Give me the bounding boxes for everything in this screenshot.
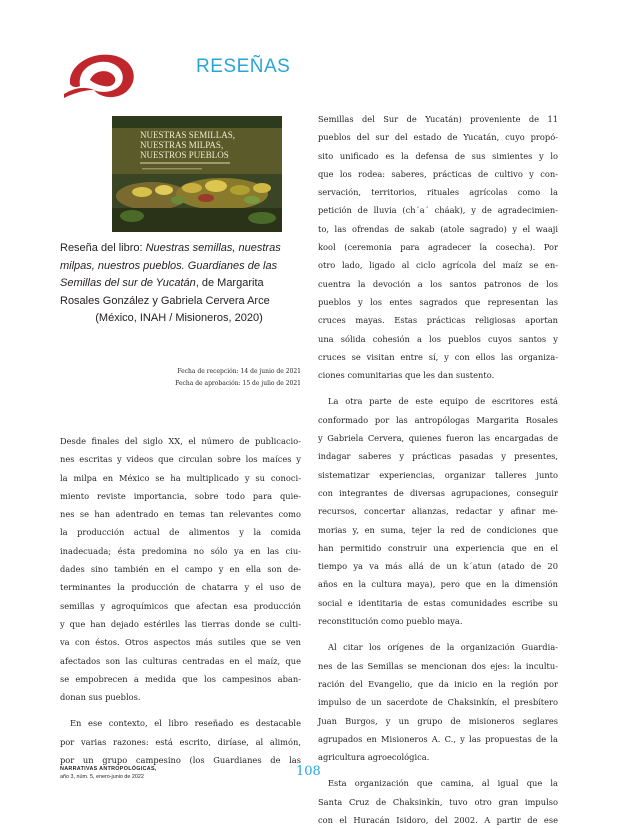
text-line: agrupados en Misioneros A. C., y las propuestas de la: [318, 733, 558, 744]
text-line: nes de las Semillas se mencionan dos ejes: la incultu-: [318, 660, 558, 671]
text-line: años en la cultura maya), pero que en la dimensión: [318, 579, 558, 590]
journal-footer: [60, 766, 157, 781]
right-text-column: [318, 110, 558, 829]
text-line: cruces se visitan entre sí, y con ellos las organiza-: [318, 351, 558, 362]
text-line: reconstitución como pueblo maya.: [318, 616, 463, 627]
journal-issue: año 3, núm. 5, enero-junio de 2022: [60, 773, 144, 780]
text-line: terminantes la producción de chatarra y el uso de: [60, 582, 301, 593]
caption-title-part: milpas, nuestros pueblos. Guardianes de las: [60, 259, 278, 272]
paragraph-gap: [318, 630, 558, 638]
text-line: recursos, concertar alianzas, redactar y afinar me-: [318, 506, 558, 517]
book-cover-photo: [112, 116, 282, 232]
cover-title-2: NUESTRAS MILPAS,: [140, 140, 224, 150]
text-line: miento reviste importancia, sobre todo para quie-: [60, 490, 301, 501]
text-line: la producción actual de alimentos y la comida: [60, 527, 301, 538]
caption-authors: Rosales González y Gabriela Cervera Arce: [60, 294, 270, 307]
text-line: ciones comunitarias que les dan sustento.: [318, 370, 495, 381]
text-line: indagar saberes y prácticas pasadas y presentes,: [318, 451, 558, 462]
text-line: sito unificado es la defensa de sus simientes y lo: [318, 150, 558, 161]
text-line: va con éstos. Otros aspectos más sutiles que se ven: [60, 637, 301, 648]
text-line: to, las ofrendas de sakab (atole sagrado) y el waaji: [318, 223, 558, 234]
left-text-column: [60, 432, 301, 769]
text-line: pueblos y los entes sagrados que representan las: [318, 296, 558, 307]
text-line: han permitido construir una experiencia que en el: [318, 542, 558, 553]
section-title: RESEÑAS: [196, 56, 291, 77]
text-line: la milpa en México se ha multiplicado y su conoci-: [60, 472, 301, 483]
caption-title-part: Nuestras semillas, nuestras: [145, 242, 281, 254]
text-line: La otra parte de este equipo de escritores está: [328, 396, 558, 407]
text-line: nes escritas y videos que circulan sobre los maíces y: [60, 454, 301, 465]
text-line: donan sus pueblos.: [60, 692, 141, 703]
text-line: social e identitaria de estas comunidades escribe su: [318, 597, 558, 608]
text-line: cuentra la devoción a los santos patronos de los: [318, 278, 558, 289]
text-line: Semillas del Sur de Yucatán) proveniente de 11: [318, 114, 558, 124]
text-line: con integrantes de diversas agrupaciones, conseguir: [318, 487, 558, 498]
caption-title-part: Semillas del sur de Yucatán: [60, 277, 196, 289]
text-line: por un grupo campesino (los Guardianes de las: [60, 755, 301, 766]
text-line: dades sino también en el campo y en ella son de-: [60, 564, 301, 575]
text-line: y que han dejado estériles las tierras donde se culti-: [60, 618, 301, 629]
paragraph-gap: [318, 766, 558, 774]
text-line: afectados son las culturas centradas en el maíz, que: [60, 655, 301, 666]
text-line: Desde finales del siglo XX, el número de publicacio-: [60, 436, 301, 446]
journal-logo: [64, 50, 140, 100]
text-line: que los rodea: saberes, prácticas de cultivo y con-: [318, 168, 558, 179]
journal-name: NARRATIVAS ANTROPOLÓGICAS,: [60, 766, 157, 772]
text-line: semillas y agroquímicos que afectan esa producción: [60, 600, 301, 611]
text-line: servación, territorios, rituales agrícolas como la: [318, 187, 558, 198]
cover-title-3: NUESTROS PUEBLOS: [140, 150, 229, 160]
text-line: impulso de un sacerdote de Chaksinkín, el presbítero: [318, 697, 558, 708]
text-line: Juan Burgos, y un grupo de misioneros seglares: [318, 715, 558, 726]
caption-prefix: Reseña del libro:: [60, 242, 146, 254]
text-line: con el Huracán Isidoro, del 2002. A partir de ese: [318, 814, 558, 825]
reception-date: Fecha de recepción: 14 de junio de 2021: [177, 368, 301, 375]
approval-date: Fecha de aprobación: 15 de julio de 2021: [175, 380, 301, 387]
text-line: nes se han adentrado en temas tan relevantes como: [60, 509, 301, 520]
text-line: inadecuada; ésta predomina no sólo ya en las ciu-: [60, 545, 301, 556]
caption-authors-start: , de Margarita: [195, 277, 264, 289]
text-line: una sólida cohesión a los pueblos cuyos santos y: [318, 333, 558, 344]
text-line: cruces mayas. Estas prácticas religiosas aportan: [318, 315, 558, 326]
caption-publisher: (México, INAH / Misioneros, 2020): [95, 312, 263, 324]
text-line: kool (ceremonia para agradecer la cosecha). Por: [318, 242, 558, 253]
paragraph-gap: [60, 706, 301, 714]
text-line: agricultura agroecológica.: [318, 752, 430, 763]
text-line: por varias razones: está escrito, diríase, al alimón,: [60, 736, 301, 747]
text-line: y Gabriela Cervera, quienes fueron las encargadas de: [318, 433, 558, 444]
text-line: conformado por las antropólogas Margarita Rosales: [318, 414, 558, 425]
text-line: tiempo ya va más allá de un k´atun (atado de 20: [318, 561, 558, 572]
cover-title-1: NUESTRAS SEMILLAS,: [140, 130, 236, 140]
book-caption: [60, 240, 298, 328]
text-line: Al citar los orígenes de la organización Guardia-: [328, 642, 558, 653]
paragraph-gap: [318, 384, 558, 392]
text-line: Esta organización que camina, al igual que la: [328, 778, 558, 789]
text-line: En ese contexto, el libro reseñado es destacable: [70, 718, 301, 729]
text-line: se empobrecen a medida que los campesinos aban-: [60, 673, 301, 684]
text-line: ración del Evangelio, que da inicio en la región por: [318, 678, 558, 689]
text-line: petición de lluvia (ch´a´ cháak), y de agradecimien-: [318, 205, 558, 216]
text-line: morias y, en suma, tejer la red de condiciones que: [318, 524, 558, 535]
text-line: otro lado, ligado al ciclo agrícola del maíz se en-: [318, 260, 558, 271]
text-line: sistematizar experiencias, organizar talleres junto: [318, 469, 558, 480]
text-line: pueblos del sur del estado de Yucatán, cuyo propó-: [318, 132, 558, 143]
text-line: Santa Cruz de Chaksinkín, tuvo otro gran impulso: [318, 796, 558, 807]
page-number: 108: [296, 764, 321, 779]
